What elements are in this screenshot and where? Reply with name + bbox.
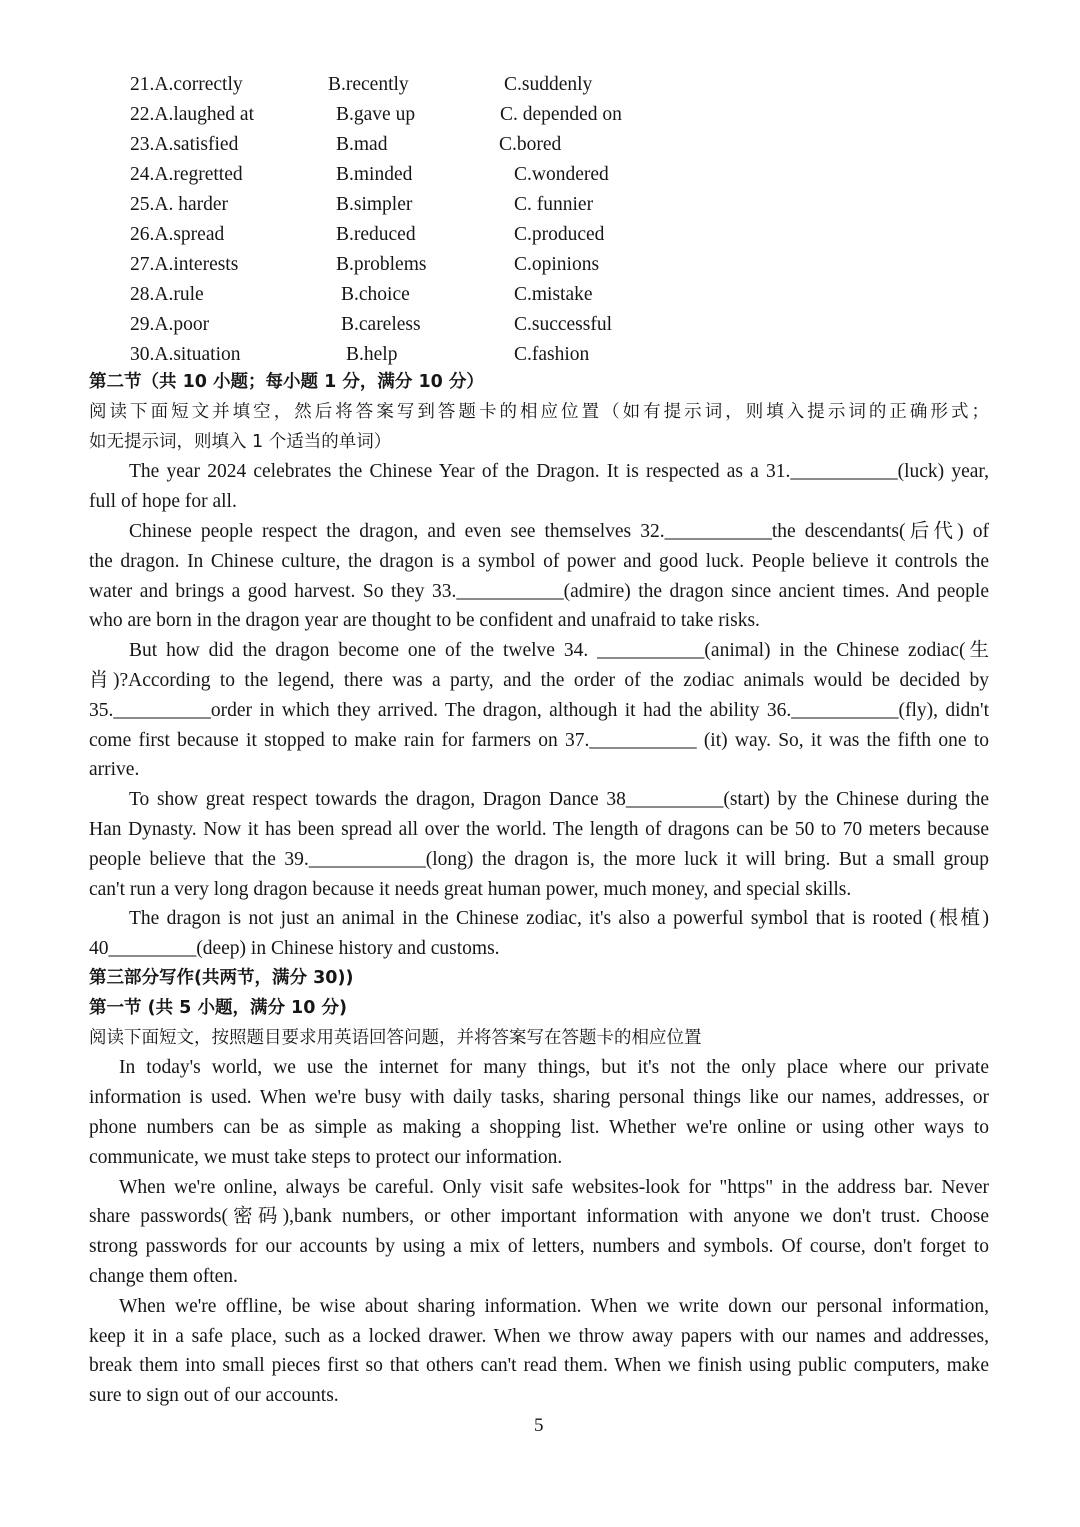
option-b: B.careless bbox=[341, 314, 421, 335]
option-row bbox=[130, 250, 730, 280]
text-line: 第一节 (共 5 小题，满分 10 分) bbox=[89, 997, 347, 1018]
document-body bbox=[89, 368, 989, 1411]
option-a: 26.A.spread bbox=[130, 224, 225, 245]
text-line: keep it in a safe place, such as a locked drawer. When we throw away papers with our names and addresses, bbox=[89, 1325, 989, 1347]
option-a: 29.A.poor bbox=[130, 314, 210, 335]
option-row bbox=[130, 70, 730, 100]
text-line: phone numbers can be as simple as making a shopping list. Whether we're online or using other ways to bbox=[89, 1116, 989, 1138]
paragraph bbox=[89, 457, 989, 517]
option-a: 28.A.rule bbox=[130, 284, 204, 305]
option-row bbox=[130, 190, 730, 220]
text-line: 35.__________order in which they arrived. The dragon, although it had the ability 36.___________(fly), didn't bbox=[89, 699, 989, 721]
text-line: 阅读下面短文，按照题目要求用英语回答问题，并将答案写在答题卡的相应位置 bbox=[89, 1027, 702, 1048]
section-heading bbox=[89, 964, 989, 994]
text-line: water and brings a good harvest. So they 33.___________(admire) the dragon since ancient times. And people bbox=[89, 580, 989, 602]
paragraph bbox=[89, 785, 989, 904]
option-row bbox=[130, 100, 730, 130]
text-line: Han Dynasty. Now it has been spread all over the world. The length of dragons can be 50 to 70 meters because bbox=[89, 818, 989, 840]
option-c: C.fashion bbox=[514, 344, 590, 365]
option-a: 23.A.satisfied bbox=[130, 134, 239, 155]
text-line: To show great respect towards the dragon, Dragon Dance 38__________(start) by the Chinese during the bbox=[129, 789, 989, 811]
option-b: B.problems bbox=[336, 254, 427, 275]
option-a: 30.A.situation bbox=[130, 344, 241, 365]
text-line: When we're offline, be wise about sharing information. When we write down our personal information, bbox=[119, 1295, 989, 1317]
option-b: B.reduced bbox=[336, 224, 416, 245]
paragraph bbox=[89, 1292, 989, 1411]
option-row bbox=[130, 340, 730, 370]
paragraph bbox=[89, 904, 989, 964]
option-b: B.recently bbox=[328, 74, 409, 95]
option-a: 24.A.regretted bbox=[130, 164, 243, 185]
option-c: C. funnier bbox=[514, 194, 594, 215]
text-line: 肖)?According to the legend, there was a party, and the order of the zodiac animals would be decided by bbox=[89, 669, 989, 691]
option-c: C.mistake bbox=[514, 284, 593, 305]
text-line: strong passwords for our accounts by using a mix of letters, numbers and symbols. Of course, don't forget to bbox=[89, 1236, 989, 1258]
text-line: Chinese people respect the dragon, and even see themselves 32.___________the descendants(后代) of bbox=[129, 520, 989, 542]
instructions bbox=[89, 1024, 989, 1054]
option-a: 22.A.laughed at bbox=[130, 104, 255, 125]
page-number: 5 bbox=[534, 1415, 544, 1436]
option-row bbox=[130, 130, 730, 160]
instructions bbox=[89, 398, 989, 458]
paragraph bbox=[89, 1053, 989, 1172]
paragraph bbox=[89, 1173, 989, 1292]
option-c: C.produced bbox=[514, 224, 605, 245]
text-line: come first because it stopped to make rain for farmers on 37.___________ (it) way. So, it was the fifth one to bbox=[89, 729, 989, 751]
text-line: full of hope for all. bbox=[89, 491, 237, 513]
option-c: C.opinions bbox=[514, 254, 600, 275]
text-line: people believe that the 39.____________(long) the dragon is, the more luck it will bring. But a small group bbox=[89, 848, 989, 870]
answer-options bbox=[130, 70, 730, 370]
text-line: sure to sign out of our accounts. bbox=[89, 1385, 339, 1407]
option-c: C.wondered bbox=[514, 164, 609, 185]
option-c: C. depended on bbox=[500, 104, 622, 125]
text-line: 第三部分写作(共两节，满分 30)) bbox=[89, 967, 354, 988]
option-c: C.bored bbox=[499, 134, 562, 155]
text-line: But how did the dragon become one of the twelve 34. ___________(animal) in the Chinese zodiac(生 bbox=[129, 640, 989, 662]
text-line: who are born in the dragon year are thought to be confident and unafraid to take risks. bbox=[89, 610, 760, 632]
section-heading bbox=[89, 368, 989, 398]
option-a: 27.A.interests bbox=[130, 254, 239, 275]
text-line: break them into small pieces first so that others can't read them. When we finish using public computers, make bbox=[89, 1355, 989, 1377]
text-line: The dragon is not just an animal in the Chinese zodiac, it's also a powerful symbol that is rooted (根植) bbox=[129, 908, 989, 930]
text-line: 如无提示词，则填入 1 个适当的单词） bbox=[89, 431, 392, 452]
option-b: B.choice bbox=[341, 284, 410, 305]
text-line: share passwords(密码),bank numbers, or other important information with anyone we don't trust. Choose bbox=[89, 1206, 989, 1228]
option-a: 25.A. harder bbox=[130, 194, 229, 215]
option-b: B.mad bbox=[336, 134, 388, 155]
option-row bbox=[130, 280, 730, 310]
text-line: When we're online, always be careful. Only visit safe websites-look for "https" in the address bar. Never bbox=[119, 1176, 989, 1198]
option-c: C.successful bbox=[514, 314, 613, 335]
paragraph bbox=[89, 517, 989, 636]
option-b: B.gave up bbox=[336, 104, 416, 125]
text-line: communicate, we must take steps to protect our information. bbox=[89, 1146, 563, 1168]
option-a: 21.A.correctly bbox=[130, 74, 243, 95]
text-line: In today's world, we use the internet for many things, but it's not the only place where our private bbox=[119, 1057, 989, 1079]
option-c: C.suddenly bbox=[504, 74, 593, 95]
option-row bbox=[130, 310, 730, 340]
text-line: The year 2024 celebrates the Chinese Year of the Dragon. It is respected as a 31.___________(luck) year, bbox=[129, 461, 989, 483]
text-line: 阅读下面短文并填空，然后将答案写到答题卡的相应位置（如有提示词，则填入提示词的正确形式； bbox=[89, 401, 989, 422]
paragraph bbox=[89, 636, 989, 785]
option-row bbox=[130, 160, 730, 190]
text-line: can't run a very long dragon because it needs great human power, much money, and special skills. bbox=[89, 878, 852, 900]
text-line: information is used. When we're busy with daily tasks, sharing personal things like our names, addresses, or bbox=[89, 1087, 989, 1109]
text-line: the dragon. In Chinese culture, the dragon is a symbol of power and good luck. People believe it controls the bbox=[89, 550, 989, 572]
option-b: B.help bbox=[346, 344, 398, 365]
text-line: 第二节（共 10 小题；每小题 1 分，满分 10 分） bbox=[89, 372, 484, 392]
text-line: 40_________(deep) in Chinese history and customs. bbox=[89, 938, 500, 960]
option-b: B.simpler bbox=[336, 194, 413, 215]
text-line: change them often. bbox=[89, 1265, 238, 1287]
option-b: B.minded bbox=[336, 164, 413, 185]
section-heading bbox=[89, 994, 989, 1024]
text-line: arrive. bbox=[89, 759, 140, 781]
option-row bbox=[130, 220, 730, 250]
